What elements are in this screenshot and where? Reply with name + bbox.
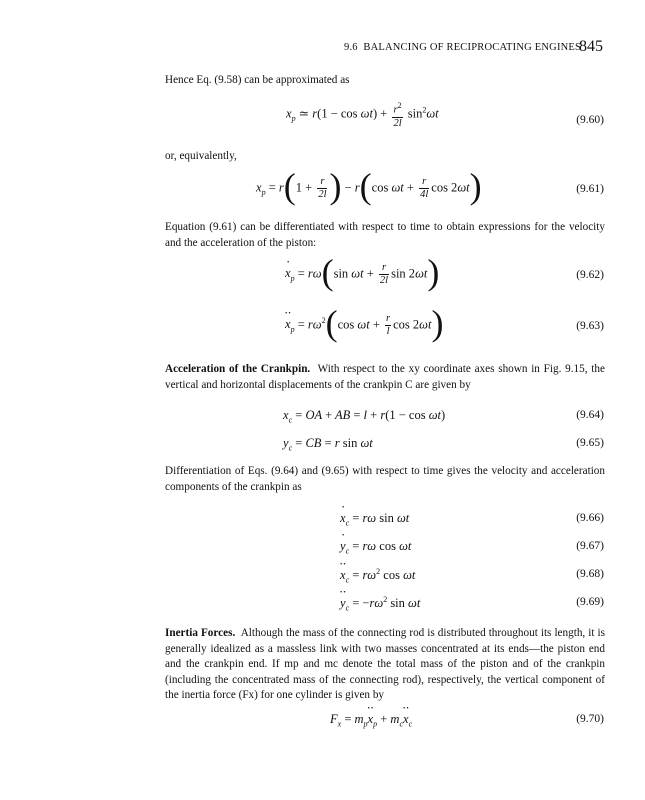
equation-9-61: $x_p = r(1$ + $\frac{r}{2l}$ ) − r(cos ωt + $\frac{r}{4l}$ cos 2ωt)	[256, 165, 482, 206]
equation-9-62: · $x_p = r\omega(\sin$ ωt + $\frac{r}{2l}$ sin 2ωt)	[285, 262, 439, 287]
paragraph-differentiation: Differentiation of Eqs. (9.64) and (9.65) with respect to time gives the velocity and acceleration components of the crankpin as	[165, 465, 605, 493]
running-header	[344, 42, 581, 53]
equation-9-66: · $x_c = r\omega$ sin ωt	[340, 511, 409, 528]
equation-number: (9.66)	[576, 512, 604, 524]
equation-9-69: ·· $y_c = -r\omega^2$ sin ωt	[340, 595, 420, 613]
equation-number: (9.62)	[576, 269, 604, 281]
equation-number: (9.63)	[576, 320, 604, 332]
equation-9-63: ·· $x_p = r\omega^2(\cos$ ωt + $\frac{r}{l}$ cos 2ωt)	[285, 313, 443, 338]
equation-9-60: $x_p$ ≃ r(1 − cos ωt) + $\frac{r^2}{2l}$ $\sin^2\omega t$	[286, 101, 439, 129]
section-title: BALANCING OF RECIPROCATING ENGINES	[363, 42, 582, 53]
crankpin-body: With respect to the xy coordinate axes shown in Fig. 9.15, the vertical and horizontal displacements of the crankpin C are given by	[165, 363, 605, 391]
equation-9-65: $y_c$ = CB = r sin ωt	[283, 436, 373, 453]
paragraph-intro: Hence Eq. (9.58) can be approximated as	[165, 74, 350, 86]
equation-number: (9.60)	[576, 114, 604, 126]
paragraph-inertia	[165, 626, 605, 704]
inertia-body: Although the mass of the connecting rod is distributed throughout its length, it is generally idealized as a massless link with two masses concentrated at its ends—the piston end and the crankpin end. If mp and mc denote the total mass of the piston and of the crankpin (including the concentrated mass of the connecting rod), respectively, the vertical component of the inertia force (Fx) for one cylinder is given by	[165, 627, 605, 701]
section-number: 9.6	[344, 42, 358, 53]
paragraph-equivalently: or, equivalently,	[165, 150, 237, 162]
equation-9-70: $F_x = m_p\cdot\cdot x_p + m_c\cdot\cdot x_c$	[330, 712, 412, 729]
equation-number: (9.70)	[576, 713, 604, 725]
equation-9-64: $x_c$ = OA + AB = l + r(1 − cos ωt)	[283, 408, 446, 425]
heading-inertia: Inertia Forces.	[165, 627, 236, 639]
paragraph-crankpin	[165, 362, 605, 393]
paragraph-differentiate: Equation (9.61) can be differentiated with respect to time to obtain expressions for the velocity and the acceleration of the piston:	[165, 221, 605, 249]
equation-number: (9.65)	[576, 437, 604, 449]
equation-number: (9.68)	[576, 568, 604, 580]
equation-number: (9.67)	[576, 540, 604, 552]
equation-number: (9.69)	[576, 596, 604, 608]
equation-9-68: ·· $x_c = r\omega^2$ cos ωt	[340, 567, 415, 585]
page-number: 845	[579, 38, 603, 55]
equation-number: (9.64)	[576, 409, 604, 421]
equation-number: (9.61)	[576, 183, 604, 195]
equation-9-67: · $y_c = r\omega$ cos ωt	[340, 539, 411, 556]
heading-crankpin: Acceleration of the Crankpin.	[165, 363, 311, 375]
